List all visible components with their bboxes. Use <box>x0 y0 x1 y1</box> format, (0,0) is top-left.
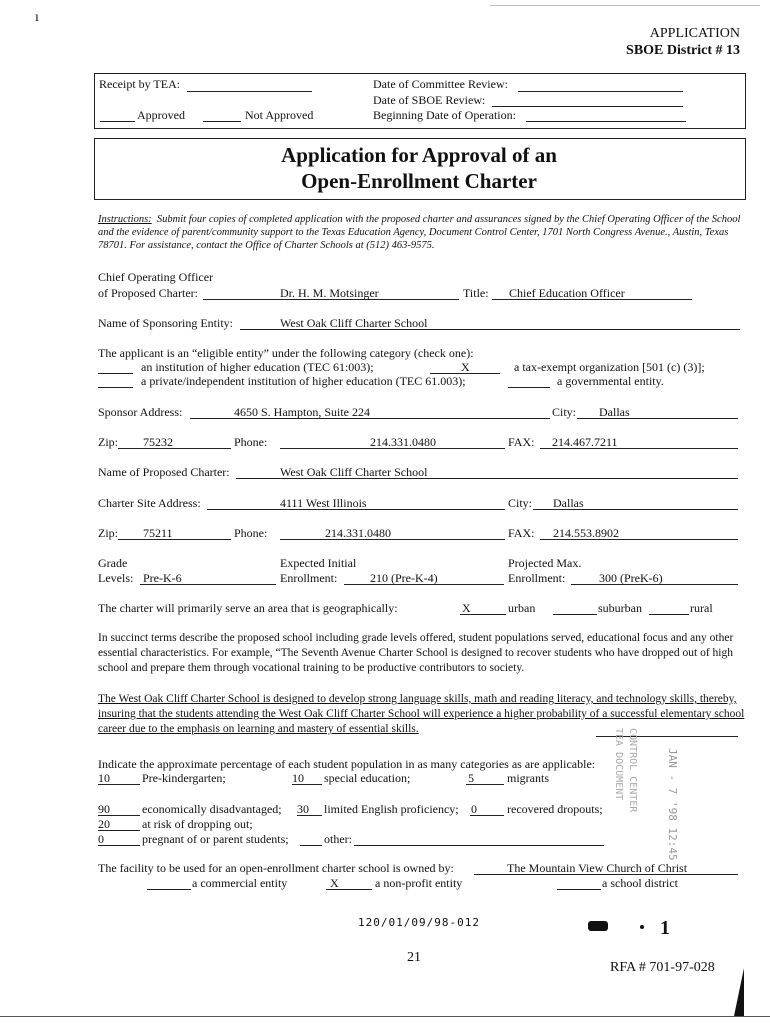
sped-pct: 10 <box>292 771 304 785</box>
not-approved-field[interactable] <box>203 121 241 122</box>
commercial-check[interactable] <box>147 889 191 890</box>
area-text: The charter will primarily serve an area that is geographically: <box>98 601 398 615</box>
urban-mark: X <box>462 601 471 615</box>
suburban-label: suburban <box>598 601 642 615</box>
school-description: The West Oak Cliff Charter School is designed to develop strong language skills, math and reading literacy, and technology skills, thereby, insuring that the students attending the West Oak Cliff Charter School will experience a higher probability of a successful elementary school career due to the emphasis on learning and mastery of essential skills. <box>98 693 745 735</box>
header-application: APPLICATION <box>649 26 740 41</box>
eligible-opt4-check[interactable] <box>508 387 550 388</box>
eligible-opt2-label: a private/independent institution of higher education (TEC 61.003); <box>141 374 466 388</box>
instructions-text: Submit four copies of completed application with the proposed charter and assurances signed by the Chief Operating Officer of the School and the evidence of parent/community support to the Texas Education Agency, Document Control Center, 1701 North Congress Avenue., Austin, Texas 78701. For assistance, contact the Office of Charter Schools at (512) 463-9575. <box>98 214 741 251</box>
beginning-date-field[interactable] <box>526 121 686 122</box>
sponsor-zip-value: 75232 <box>143 435 173 449</box>
site-address-label: Charter Site Address: <box>98 496 201 510</box>
site-fax-label: FAX: <box>508 526 535 540</box>
sponsor-city-value: Dallas <box>599 405 630 419</box>
header-district: SBOE District # 13 <box>626 43 740 58</box>
site-phone-field[interactable] <box>280 539 505 540</box>
site-zip-label: Zip: <box>98 526 118 540</box>
sponsor-fax-value: 214.467.7211 <box>552 435 618 449</box>
officer-label-2: of Proposed Charter: <box>98 286 198 300</box>
approved-label: Approved <box>137 108 185 122</box>
ink-dot <box>640 925 644 929</box>
instructions <box>98 213 746 252</box>
sponsor-entity-label: Name of Sponsoring Entity: <box>98 316 233 330</box>
stamp-line2: CONTROL CENTER <box>627 728 638 813</box>
sponsor-fax-label: FAX: <box>508 435 535 449</box>
grade-value: Pre-K-6 <box>143 571 182 585</box>
expected-enrollment-label-1: Expected Initial <box>280 556 357 570</box>
facility-owner: The Mountain View Church of Christ <box>507 861 688 875</box>
nonprofit-label: a non-profit entity <box>375 876 463 890</box>
sponsor-entity-value: West Oak Cliff Charter School <box>280 316 428 330</box>
rural-check[interactable] <box>649 614 689 615</box>
max-enrollment-value: 300 (PreK-6) <box>599 571 663 585</box>
receipt-field[interactable] <box>187 91 312 92</box>
max-enrollment-label-2: Enrollment: <box>508 571 566 585</box>
site-fax-value: 214.553.8902 <box>553 526 619 540</box>
risk-label: at risk of dropping out; <box>142 817 253 831</box>
eligible-opt1-check[interactable] <box>98 373 133 374</box>
title-line1: Application for Approval of an <box>281 143 557 167</box>
urban-label: urban <box>508 601 536 615</box>
site-phone-label: Phone: <box>234 526 268 540</box>
recovered-pct: 0 <box>471 802 477 816</box>
facility-text: The facility to be used for an open-enrollment charter school is owned by: <box>98 861 454 875</box>
sponsor-phone-value: 214.331.0480 <box>370 435 436 449</box>
charter-name-label: Name of Proposed Charter: <box>98 465 230 479</box>
eligible-opt2-check[interactable] <box>98 387 133 388</box>
sponsor-address-label: Sponsor Address: <box>98 405 183 419</box>
other-field[interactable] <box>354 845 604 846</box>
other-label: other: <box>324 832 352 846</box>
rural-label: rural <box>690 601 713 615</box>
sponsor-phone-label: Phone: <box>234 435 268 449</box>
sponsor-city-label: City: <box>552 405 577 419</box>
migrants-label: migrants <box>507 771 549 785</box>
ink-blot <box>588 921 608 931</box>
stray-mark: ı <box>35 10 39 25</box>
pregnant-pct-field[interactable] <box>98 845 140 846</box>
describe-instructions: In succinct terms describe the proposed school including grade levels offered, student populations served, educational focus and any other essential characteristics. For example, “The Seventh Avenue Charter School is designed to recover students who have dropped out of high school and prepare them through vocational training to be productive contributors to society. <box>98 632 734 674</box>
site-zip-value: 75211 <box>143 526 173 540</box>
officer-name: Dr. H. M. Motsinger <box>280 286 379 300</box>
scan-edge-artifact <box>734 968 744 1016</box>
econ-label: economically disadvantaged; <box>142 802 282 816</box>
other-pct-field[interactable] <box>300 845 322 846</box>
suburban-check[interactable] <box>553 614 597 615</box>
committee-review-label: Date of Committee Review: <box>373 77 508 91</box>
committee-review-field[interactable] <box>518 91 683 92</box>
beginning-date-label: Beginning Date of Operation: <box>373 108 516 122</box>
eligible-opt3-label: a tax-exempt organization [501 (c) (3)]; <box>514 360 705 374</box>
prek-label: Pre-kindergarten; <box>142 771 226 785</box>
site-city-label: City: <box>508 496 533 510</box>
econ-pct: 90 <box>98 802 110 816</box>
expected-enrollment-value: 210 (Pre-K-4) <box>370 571 438 585</box>
title-line2: Open-Enrollment Charter <box>301 169 537 193</box>
page-number: 21 <box>407 950 421 965</box>
receipt-label: Receipt by TEA: <box>99 77 181 91</box>
stamp-line1: TEA DOCUMENT <box>613 728 624 801</box>
eligible-opt4-label: a governmental entity. <box>557 374 664 388</box>
site-zip-field[interactable] <box>118 539 231 540</box>
sponsor-zip-field[interactable] <box>118 448 231 449</box>
pregnant-pct: 0 <box>98 832 104 846</box>
nonprofit-mark: X <box>330 876 339 890</box>
risk-pct: 20 <box>98 817 110 831</box>
instructions-label: Instructions: <box>98 214 152 225</box>
sboe-review-field[interactable] <box>492 106 683 107</box>
lep-pct: 30 <box>297 802 309 816</box>
expected-enrollment-label-2: Enrollment: <box>280 571 338 585</box>
site-address-value: 4111 West Illinois <box>280 496 367 510</box>
commercial-label: a commercial entity <box>192 876 288 890</box>
migrants-pct: 5 <box>468 771 474 785</box>
population-intro: Indicate the approximate percentage of each student population in as many categories as are applicable: <box>98 757 596 771</box>
rfa-number: RFA # 701-97-028 <box>610 960 715 975</box>
sboe-review-label: Date of SBOE Review: <box>373 93 486 107</box>
eligible-intro: The applicant is an “eligible entity” under the following category (check one): <box>98 346 474 360</box>
stamp-date: JAN - 7 '98 12:45 <box>666 748 680 861</box>
officer-label-1: Chief Operating Officer <box>98 270 214 284</box>
district-check[interactable] <box>557 889 601 890</box>
charter-name-value: West Oak Cliff Charter School <box>280 465 428 479</box>
grade-label-1: Grade <box>98 556 128 570</box>
grade-label-2: Levels: <box>98 571 134 585</box>
site-city-value: Dallas <box>553 496 584 510</box>
eligible-opt1-label: an institution of higher education (TEC 61:003); <box>141 360 374 374</box>
officer-title-label: Title: <box>463 286 489 300</box>
prek-pct: 10 <box>98 771 110 785</box>
bottom-edge-line <box>0 1016 770 1017</box>
district-label: a school district <box>602 876 678 890</box>
site-phone-value: 214.331.0480 <box>325 526 391 540</box>
sponsor-zip-label: Zip: <box>98 435 118 449</box>
document-code: 120/01/09/98-012 <box>358 916 480 929</box>
recovered-label: recovered dropouts; <box>507 802 603 816</box>
lep-label: limited English proficiency; <box>324 802 459 816</box>
sped-label: special education; <box>324 771 411 785</box>
eligible-opt3-mark: X <box>461 360 470 374</box>
not-approved-label: Not Approved <box>245 108 314 122</box>
sponsor-address-value: 4650 S. Hampton, Suite 224 <box>234 405 371 419</box>
officer-title-value: Chief Education Officer <box>509 286 625 300</box>
max-enrollment-label-1: Projected Max. <box>508 556 582 570</box>
top-edge-line <box>490 5 760 6</box>
approved-field[interactable] <box>100 121 135 122</box>
handwritten-mark: 1 <box>660 917 670 939</box>
pregnant-label: pregnant of or parent students; <box>142 832 289 846</box>
